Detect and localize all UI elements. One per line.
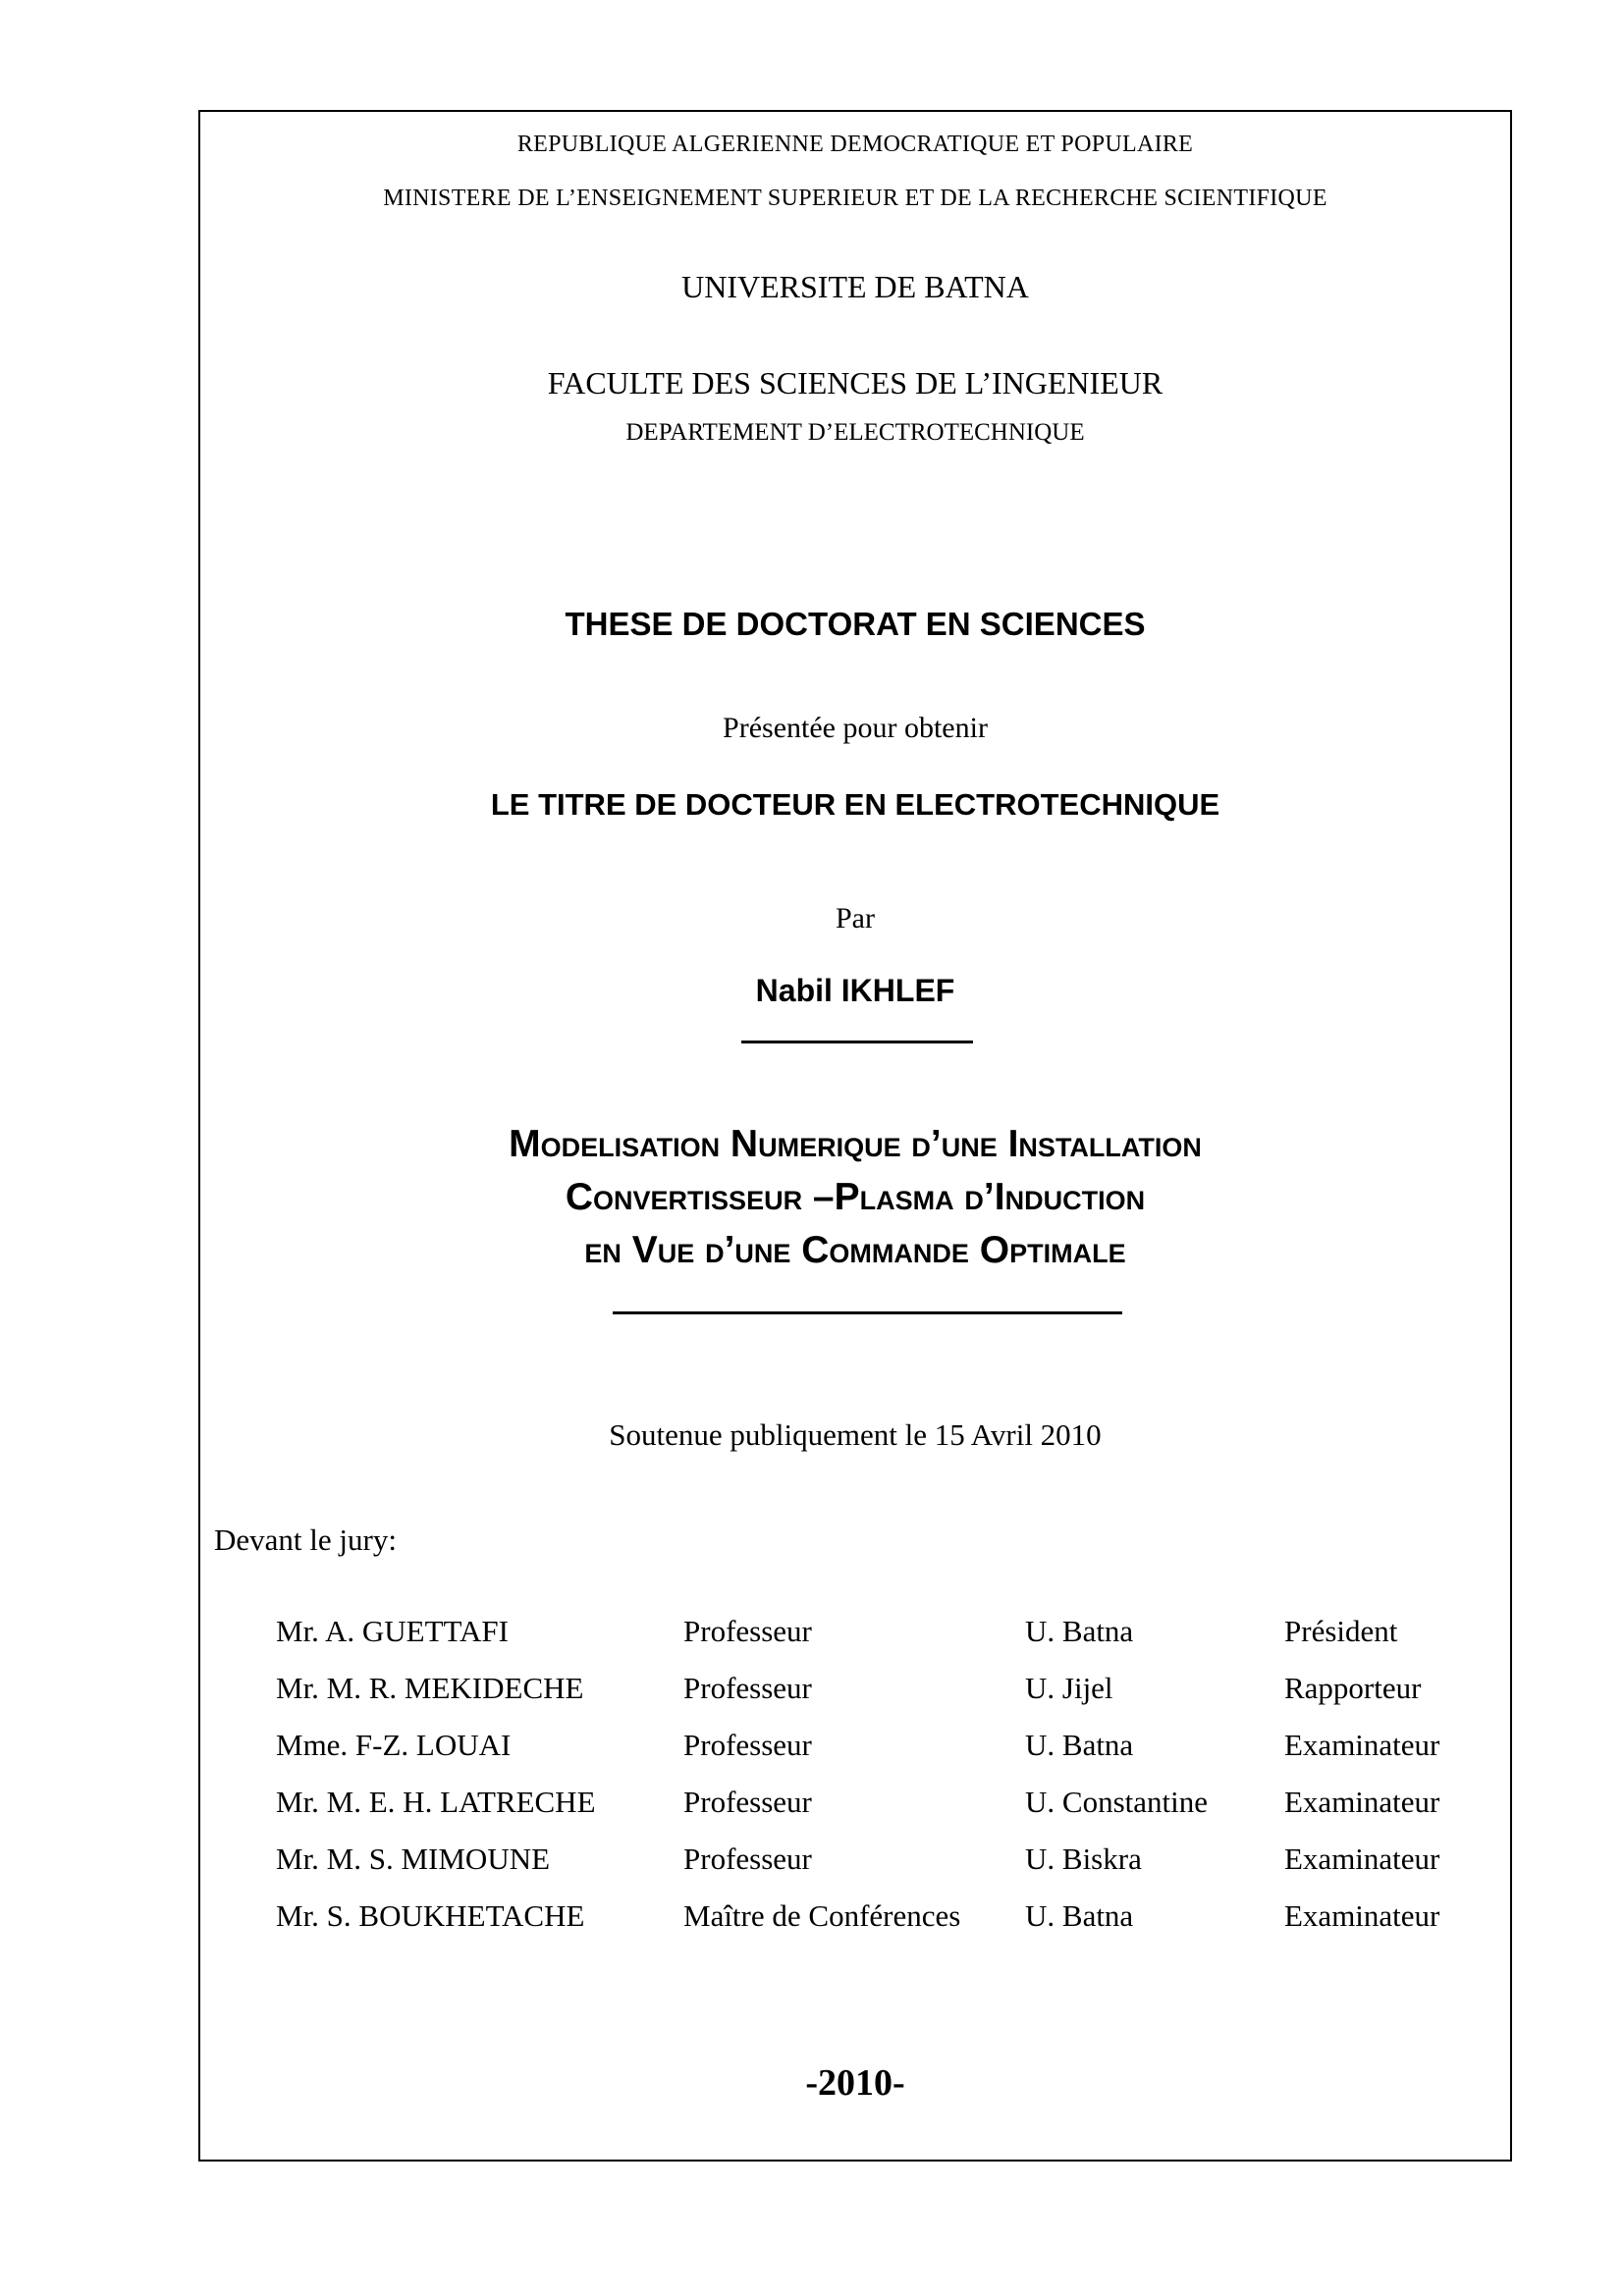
subject-line-3: en Vue d’une Commande Optimale <box>584 1229 1126 1271</box>
by-label: Par <box>836 902 875 934</box>
subject-underline <box>613 1311 1122 1314</box>
subject-line-1: Modelisation Numerique d’une Installation <box>509 1123 1202 1165</box>
jury-role: Examinateur <box>1284 1842 1440 1876</box>
jury-name: Mr. M. R. MEKIDECHE <box>276 1671 584 1705</box>
jury-university: U. Biskra <box>1025 1842 1142 1876</box>
jury-role: Examinateur <box>1284 1898 1440 1933</box>
jury-row <box>200 1785 1510 1830</box>
degree-title: LE TITRE DE DOCTEUR EN ELECTROTECHNIQUE <box>490 787 1220 822</box>
jury-name: Mr. M. E. H. LATRECHE <box>276 1785 596 1819</box>
university-heading: UNIVERSITE DE BATNA <box>681 269 1029 304</box>
jury-university: U. Batna <box>1025 1614 1134 1648</box>
republic-heading: REPUBLIQUE ALGERIENNE DEMOCRATIQUE ET POPULAIRE <box>516 132 1194 157</box>
jury-row <box>200 1671 1510 1716</box>
jury-row <box>200 1898 1510 1944</box>
jury-university: U. Jijel <box>1025 1671 1113 1705</box>
subject-line-2: Convertisseur –Plasma d’Induction <box>565 1176 1146 1218</box>
jury-grade: Professeur <box>683 1728 812 1762</box>
subject-title <box>200 1118 1510 1277</box>
jury-role: Examinateur <box>1284 1785 1440 1819</box>
jury-name: Mme. F-Z. LOUAI <box>276 1728 512 1762</box>
jury-grade: Professeur <box>683 1842 812 1876</box>
jury-role: Examinateur <box>1284 1728 1440 1762</box>
jury-university: U. Constantine <box>1025 1785 1208 1819</box>
thesis-type: THESE DE DOCTORAT EN SCIENCES <box>565 606 1146 642</box>
jury-grade: Professeur <box>683 1785 812 1819</box>
ministry-heading: MINISTERE DE L’ENSEIGNEMENT SUPERIEUR ET DE LA RECHERCHE SCIENTIFIQUE <box>383 186 1327 211</box>
year: -2010- <box>805 2062 905 2104</box>
jury-university: U. Batna <box>1025 1728 1134 1762</box>
jury-grade: Professeur <box>683 1671 812 1705</box>
page-border <box>198 110 1512 2162</box>
jury-row <box>200 1842 1510 1887</box>
jury-grade: Professeur <box>683 1614 812 1648</box>
jury-row <box>200 1728 1510 1773</box>
jury-name: Mr. A. GUETTAFI <box>276 1614 509 1648</box>
jury-university: U. Batna <box>1025 1898 1134 1933</box>
jury-name: Mr. S. BOUKHETACHE <box>276 1898 585 1933</box>
jury-name: Mr. M. S. MIMOUNE <box>276 1842 551 1876</box>
jury-role: Rapporteur <box>1284 1671 1422 1705</box>
jury-row <box>200 1614 1510 1659</box>
presented-for: Présentée pour obtenir <box>723 712 988 744</box>
jury-grade: Maître de Conférences <box>683 1898 961 1933</box>
defense-date: Soutenue publiquement le 15 Avril 2010 <box>609 1417 1102 1452</box>
faculty-heading: FACULTE DES SCIENCES DE L’INGENIEUR <box>547 365 1163 400</box>
jury-role: Président <box>1284 1614 1398 1648</box>
author-name: Nabil IKHLEF <box>755 973 955 1008</box>
jury-label: Devant le jury: <box>214 1522 397 1557</box>
department-heading: DEPARTEMENT D’ELECTROTECHNIQUE <box>625 419 1085 446</box>
author-underline <box>741 1041 973 1043</box>
